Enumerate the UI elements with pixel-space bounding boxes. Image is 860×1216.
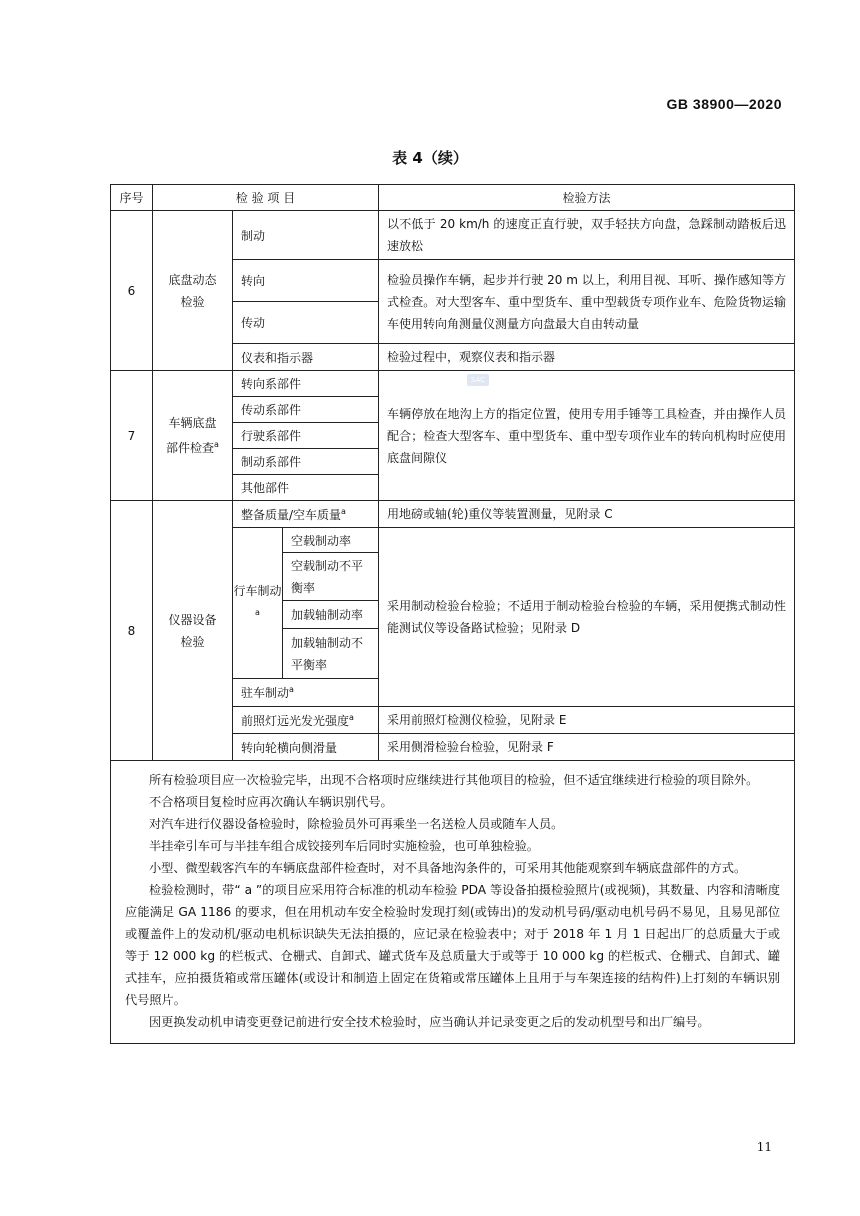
group-no: 8 bbox=[111, 501, 153, 761]
item-transmission-parts: 传动系部件 bbox=[233, 397, 379, 423]
item-running-parts: 行驶系部件 bbox=[233, 423, 379, 449]
standard-number: GB 38900—2020 bbox=[666, 96, 782, 112]
group-name: 仪器设备检验 bbox=[153, 501, 233, 761]
table-row bbox=[111, 371, 795, 397]
item-empty-brake-rate: 空载制动率 bbox=[283, 528, 379, 553]
method-curb-mass: 用地磅或轴(轮)重仪等装置测量，见附录 C bbox=[379, 501, 795, 528]
method-brake: 以不低于 20 km/h 的速度正直行驶，双手轻扶方向盘，急踩制动踏板后迅速放松 bbox=[379, 211, 795, 260]
item-empty-brake-imbalance: 空载制动不平衡率 bbox=[283, 553, 379, 601]
method-chassis-parts: 车辆停放在地沟上方的指定位置，使用专用手锤等工具检查，并由操作人员配合；检查大型客车、重中型货车、重中型专项作业车的转向机构时应使用底盘间隙仪 bbox=[379, 371, 795, 501]
note-paragraph: 检验检测时，带“ a ”的项目应采用符合标准的机动车检验 PDA 等设备拍摄检验照片(或视频)，其数量、内容和清晰度应能满足 GA 1186 的要求，但在用机动车安全检验时发现打刻(或铸出)的发动机号码/驱动电机号码不易见，且易见部位或覆盖件上的发动机/驱动电机标识缺失无法拍摄的，应记录在检验表中；对于 2018 年 1 月 1 日起出厂的总质量大于或等于 12 000 kg 的栏板式、仓栅式、自卸式、罐式货车及总质量大于或等于 10 000 kg 的栏板式、仓栅式、自卸式、罐式挂车，应拍摄货箱或常压罐体(或设计和制造上固定在货箱或常压罐体上且用于与车架连接的结构件)上打刻的车辆识别代号照片。 bbox=[125, 883, 781, 1007]
note-paragraph: 不合格项目复检时应再次确认车辆识别代号。 bbox=[149, 795, 393, 809]
item-brake: 制动 bbox=[233, 211, 379, 260]
item-meters: 仪表和指示器 bbox=[233, 344, 379, 371]
method-headlamp: 采用前照灯检测仪检验，见附录 E bbox=[379, 707, 795, 734]
table-row bbox=[111, 211, 795, 260]
table-row bbox=[111, 501, 795, 528]
item-sideslip: 转向轮横向侧滑量 bbox=[233, 734, 379, 761]
table-title: 表 4（续） bbox=[392, 149, 468, 167]
item-headlamp: 前照灯远光发光强度$^a$ bbox=[233, 707, 379, 734]
service-brake-label: 行车制动$^a$ bbox=[233, 528, 283, 679]
item-drive: 传动 bbox=[233, 302, 379, 344]
notes-row bbox=[111, 761, 795, 1044]
page-number: 11 bbox=[756, 1140, 772, 1154]
item-brake-parts: 制动系部件 bbox=[233, 449, 379, 475]
note-paragraph: 所有检验项目应一次检验完毕，出现不合格项时应继续进行其他项目的检验，但不适宜继续进行检验的项目除外。 bbox=[149, 773, 759, 787]
item-steering-parts: 转向系部件 bbox=[233, 371, 379, 397]
item-steer: 转向 bbox=[233, 260, 379, 302]
inspection-table bbox=[110, 184, 795, 1044]
group-name: 车辆底盘部件检查$^a$ bbox=[153, 371, 233, 501]
notes-cell bbox=[111, 761, 795, 1044]
col-header-no: 序号 bbox=[111, 185, 153, 211]
method-meters: 检验过程中，观察仪表和指示器 bbox=[379, 344, 795, 371]
note-paragraph: 半挂牵引车可与半挂车组合成铰接列车后同时实施检验，也可单独检验。 bbox=[149, 839, 539, 853]
note-paragraph: 对汽车进行仪器设备检验时，除检验员外可再乘坐一名送检人员或随车人员。 bbox=[149, 817, 564, 831]
item-other-parts: 其他部件 bbox=[233, 475, 379, 501]
col-header-method: 检验方法 bbox=[379, 185, 795, 211]
table-header-row bbox=[111, 185, 795, 211]
item-loaded-axle-brake-rate: 加载轴制动率 bbox=[283, 601, 379, 629]
method-brake-test: 采用制动检验台检验；不适用于制动检验台检验的车辆，采用便携式制动性能测试仪等设备路试检验；见附录 D bbox=[379, 528, 795, 707]
method-steer-drive: 检验员操作车辆，起步并行驶 20 m 以上，利用目视、耳听、操作感知等方式检查。对大型客车、重中型货车、重中型载货专项作业车、危险货物运输车使用转向角测量仪测量方向盘最大自由转动量 bbox=[379, 260, 795, 344]
group-name: 底盘动态检验 bbox=[153, 211, 233, 371]
item-loaded-axle-brake-imbalance: 加载轴制动不平衡率 bbox=[283, 629, 379, 679]
item-curb-mass: 整备质量/空车质量$^a$ bbox=[233, 501, 379, 528]
sac-watermark-logo: SAC bbox=[467, 374, 489, 386]
note-paragraph: 因更换发动机申请变更登记前进行安全技术检验时，应当确认并记录变更之后的发动机型号和出厂编号。 bbox=[149, 1015, 710, 1029]
method-sideslip: 采用侧滑检验台检验，见附录 F bbox=[379, 734, 795, 761]
note-paragraph: 小型、微型载客汽车的车辆底盘部件检查时，对不具备地沟条件的，可采用其他能观察到车辆底盘部件的方式。 bbox=[149, 861, 747, 875]
item-parking-brake: 驻车制动$^a$ bbox=[233, 679, 379, 707]
col-header-item: 检 验 项 目 bbox=[153, 185, 379, 211]
group-no: 6 bbox=[111, 211, 153, 371]
group-no: 7 bbox=[111, 371, 153, 501]
